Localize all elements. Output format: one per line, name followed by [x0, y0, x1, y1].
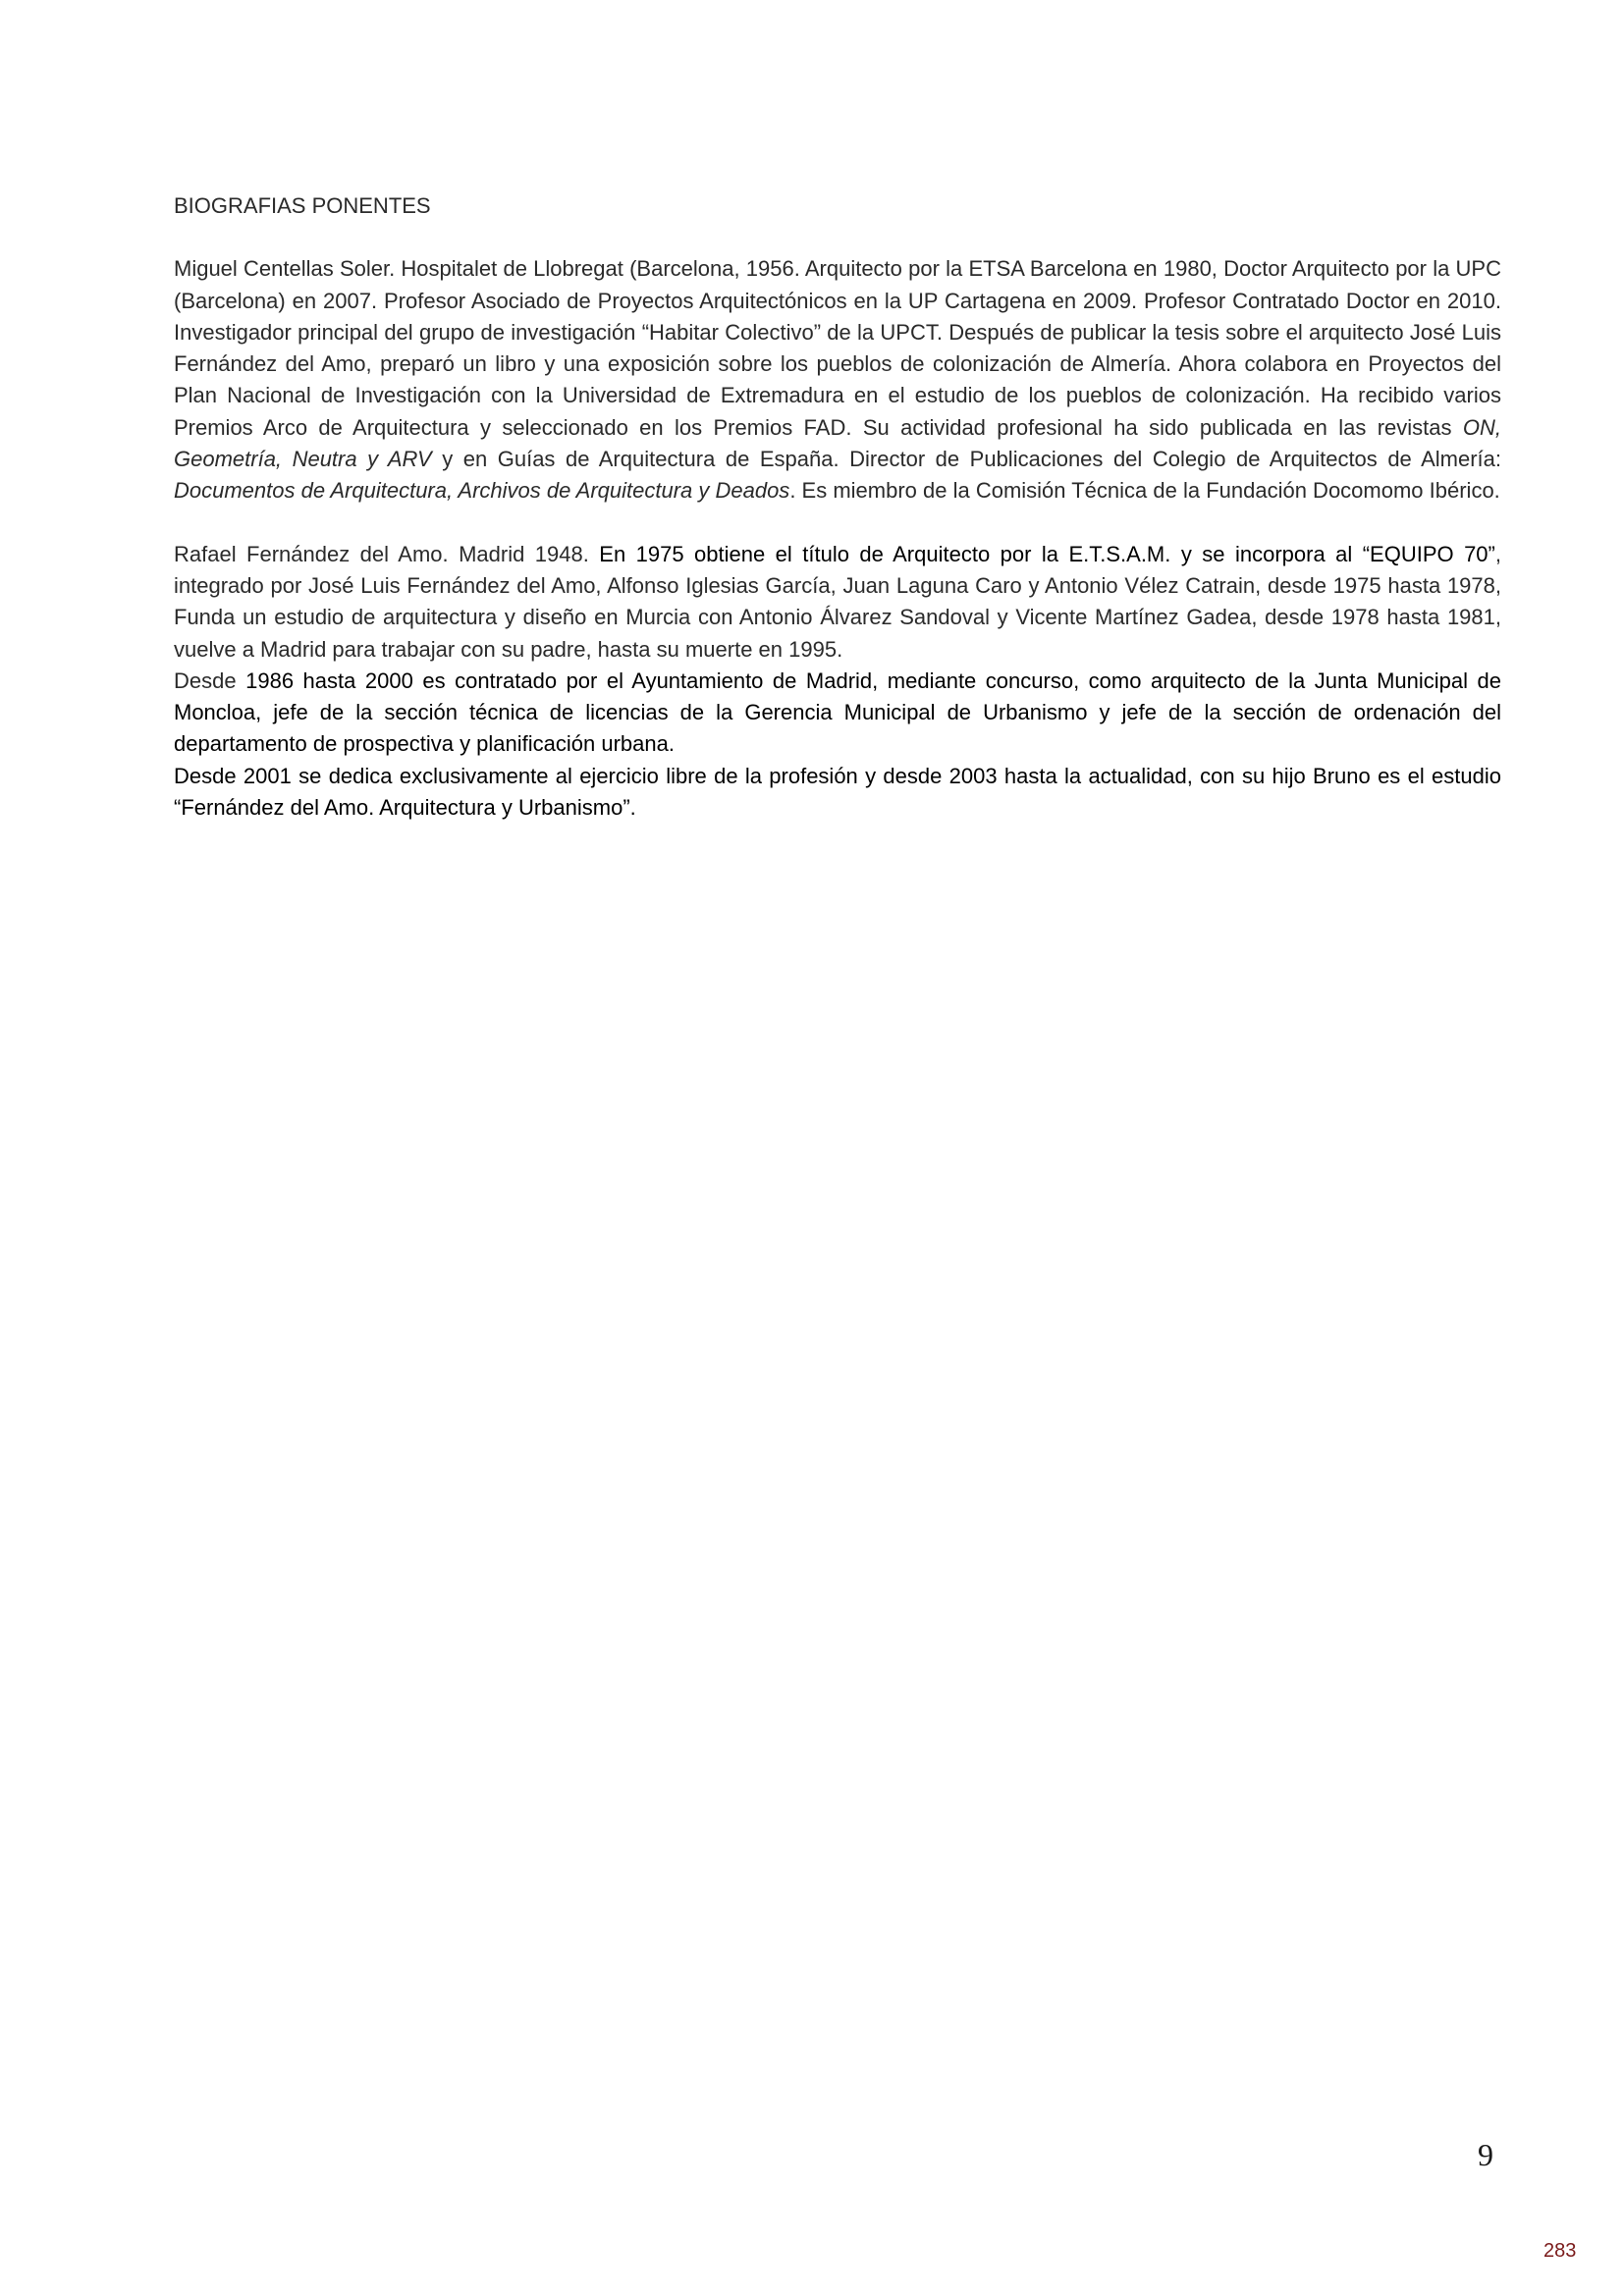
- page-body: [174, 190, 1501, 824]
- folio-number: 283: [1543, 2240, 1577, 2262]
- biography-fernandez-current: Desde 2001 se dedica exclusivamente al ejercicio libre de la profesión y desde 2003 hasta la actualidad, con su hijo Bruno es el estudio “Fernández del Amo. Arquitectura y Urbanismo”.: [174, 763, 1501, 821]
- bio-text: Miguel Centellas Soler. Hospitalet de Llobregat (Barcelona, 1956. Arquitecto por la ETSA Barcelona en 1980, Doctor Arquitecto por la UPC (Barcelona) en 2007. Profesor Asociado de Proyectos Arquitectónicos en la UP Cartagena en 2009. Profesor Contratado Doctor en 2010. Investigador principal del grupo de investigación “Habitar Colectivo” de la UPCT. Después de publicar la tesis sobre el arquitecto José Luis Fernández del Amo, preparó un libro y una exposición sobre los pueblos de colonización de Almería. Ahora colabora en Proyectos del Plan Nacional de Investigación con la Universidad de Extremadura en el estudio de los pueblos de colonización. Ha recibido varios Premios Arco de Arquitectura y seleccionado en los Premios FAD. Su actividad profesional ha sido publicada en las revistas: [174, 256, 1501, 440]
- biography-centellas: [174, 253, 1501, 507]
- bio-text: y en Guías de Arquitectura de España. Director de Publicaciones del Colegio de Arquitectos de Almería:: [431, 447, 1502, 472]
- bio-text-dark: 1986 hasta 2000 es contratado por el Ayuntamiento de Madrid, mediante concurso, como arquitecto de la Junta Municipal de Moncloa, jefe de la sección técnica de licencias de la Gerencia Municipal de Urbanismo y jefe de la sección de ordenación del departamento de prospectiva y planificación urbana.: [174, 667, 1501, 757]
- biography-fernandez: [174, 539, 1501, 666]
- bio-text: Rafael Fernández del Amo. Madrid 1948.: [174, 541, 600, 566]
- bio-text: Desde: [174, 667, 246, 693]
- bio-text: , integrado por José Luis Fernández del Amo, Alfonso Iglesias García, Juan Laguna Caro y Antonio Vélez Catrain, desde 1975 hasta 1978, Funda un estudio de arquitectura y diseño en Murcia con Antonio Álvarez Sandoval y Vicente Martínez Gadea, desde 1978 hasta 1981, vuelve a Madrid para trabajar con su padre, hasta su muerte en 1995.: [174, 541, 1501, 662]
- bio-text: . Es miembro de la Comisión Técnica de la Fundación Docomomo Ibérico.: [789, 478, 1500, 504]
- section-heading: BIOGRAFIAS PONENTES: [174, 193, 431, 218]
- bio-text-dark: En 1975 obtiene el título de Arquitecto por la E.T.S.A.M. y se incorpora al “EQUIPO 70”: [599, 541, 1495, 566]
- bio-italic-publications: Documentos de Arquitectura, Archivos de Arquitectura y Deados: [174, 478, 790, 504]
- biography-fernandez-madrid: [174, 666, 1501, 761]
- bio-italic-magazines: ON, Geometría, Neutra y ARV: [174, 414, 1501, 472]
- page-number: 9: [1478, 2137, 1493, 2172]
